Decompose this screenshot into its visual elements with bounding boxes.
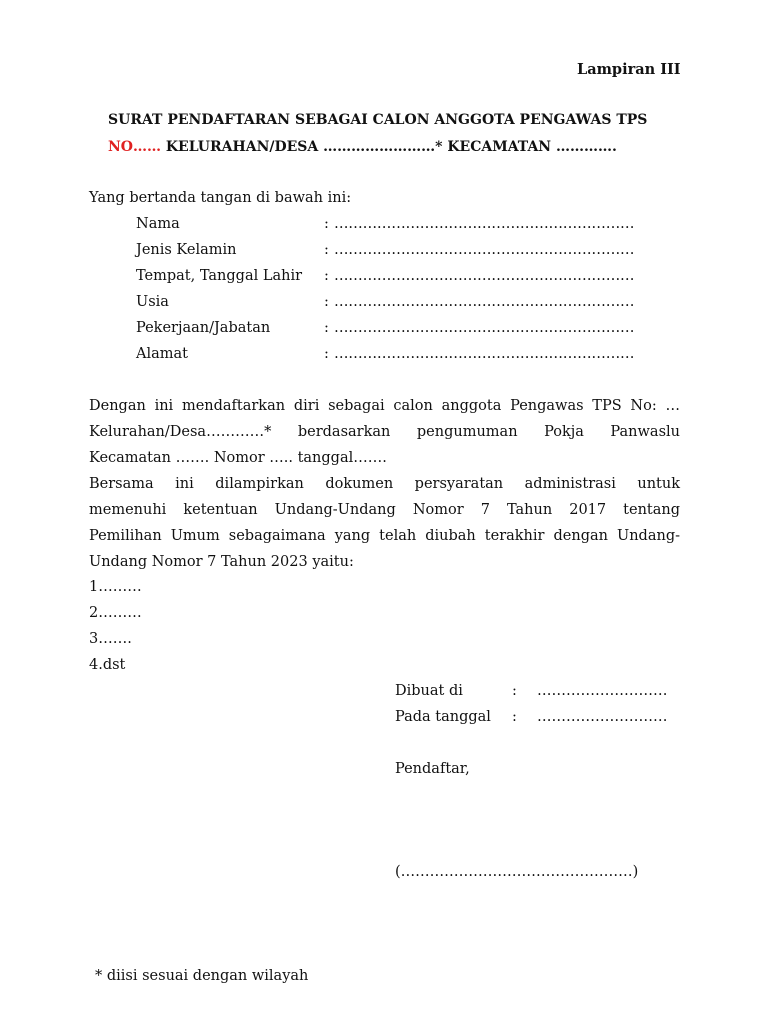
tanggal-blank: ……………………… (537, 709, 668, 725)
field-label: Jenis Kelamin (136, 242, 237, 258)
tanggal-label: Pada tanggal (395, 709, 491, 725)
list-item: 4.dst (89, 657, 126, 673)
paragraph-line: Bersama ini dilampirkan dokumen persyaratan administrasi untuk (89, 476, 680, 492)
paragraph-line: memenuhi ketentuan Undang-Undang Nomor 7 Tahun 2017 tentang (89, 502, 680, 518)
document-title: SURAT PENDAFTARAN SEBAGAI CALON ANGGOTA PENGAWAS TPS (108, 112, 648, 128)
field-blank: ……………………………………………………… (334, 242, 635, 258)
pendaftar-label: Pendaftar, (395, 761, 470, 777)
tanggal-separator: : (512, 709, 517, 725)
field-label: Pekerjaan/Jabatan (136, 320, 271, 336)
paragraph-line: Kecamatan ……. Nomor ….. tanggal……. (89, 450, 387, 466)
field-separator: : (324, 294, 329, 310)
list-item: 1……… (89, 579, 142, 595)
paragraph-line: Kelurahan/Desa…………* berdasarkan pengumuman Pokja Panwaslu (89, 424, 680, 440)
footnote: * diisi sesuai dengan wilayah (95, 968, 309, 984)
field-separator: : (324, 346, 329, 362)
field-blank: ……………………………………………………… (334, 268, 635, 284)
field-blank: ……………………………………………………… (334, 320, 635, 336)
tps-number: NO…… (108, 139, 161, 155)
field-label: Tempat, Tanggal Lahir (136, 268, 303, 284)
dibuat-label: Dibuat di (395, 683, 463, 699)
dibuat-blank: ……………………… (537, 683, 668, 699)
field-separator: : (324, 216, 329, 232)
field-blank: ……………………………………………………… (334, 294, 635, 310)
lampiran-label: Lampiran III (577, 61, 681, 78)
paragraph-line: Pemilihan Umum sebagaimana yang telah diubah terakhir dengan Undang- (89, 528, 680, 544)
field-separator: : (324, 320, 329, 336)
field-label: Alamat (136, 346, 188, 362)
field-blank: ……………………………………………………… (334, 216, 635, 232)
dibuat-separator: : (512, 683, 517, 699)
field-blank: ……………………………………………………… (334, 346, 635, 362)
intro-text: Yang bertanda tangan di bawah ini: (89, 190, 352, 206)
paragraph-line: Dengan ini mendaftarkan diri sebagai calon anggota Pengawas TPS No: … (89, 398, 680, 414)
field-label: Nama (136, 216, 180, 232)
list-item: 3……. (89, 631, 132, 647)
field-label: Usia (136, 294, 169, 310)
subtitle-rest: KELURAHAN/DESA ……………………* KECAMATAN …………. (161, 139, 617, 155)
list-item: 2……… (89, 605, 142, 621)
paragraph-line: Undang Nomor 7 Tahun 2023 yaitu: (89, 554, 354, 570)
signature-name-line: (…………………………………………) (395, 864, 639, 880)
field-separator: : (324, 268, 329, 284)
document-subtitle (108, 139, 617, 155)
field-separator: : (324, 242, 329, 258)
